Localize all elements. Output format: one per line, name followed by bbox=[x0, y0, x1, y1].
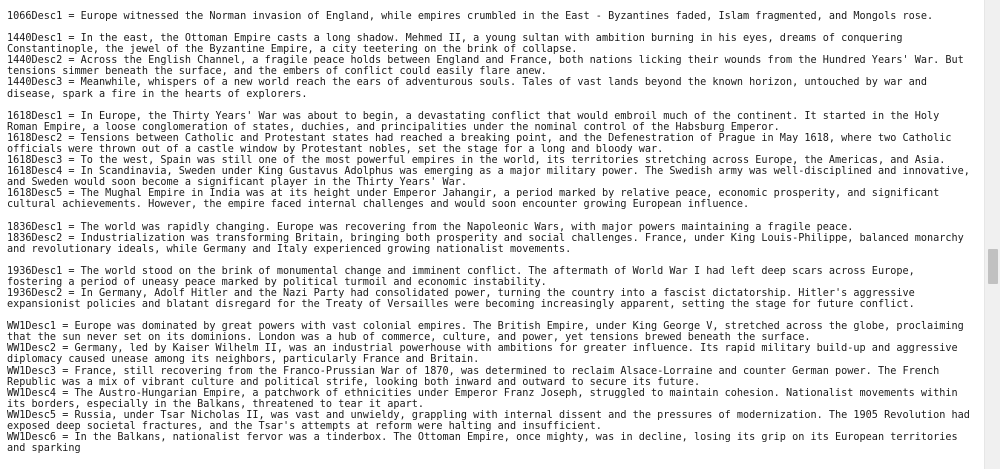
text-line: 1936Desc1 = The world stood on the brink of monumental change and imminent conflict. The aftermath of World War I had left deep scars across Europe, fostering a period of uneasy peace marked by political turmoil and economic instability. bbox=[7, 265, 921, 288]
text-line: 1836Desc1 = The world was rapidly changing. Europe was recovering from the Napoleonic Wars, with major powers maintaining a fragile peace. bbox=[7, 221, 854, 233]
text-line: WW1Desc2 = Germany, led by Kaiser Wilhelm II, was an industrial powerhouse with ambitions for greater influence. Its rapid military build-up and aggressive diplomacy caused unease among its neighbors, particularly France and Britain. bbox=[7, 343, 964, 366]
text-line: 1066Desc1 = Europe witnessed the Norman invasion of England, while empires crumbled in the East - Byzantines faded, Islam fragmented, and Mongols rose. bbox=[7, 11, 934, 22]
text-line: 1440Desc3 = Meanwhile, whispers of a new world reach the ears of adventurous souls. Tales of vast lands beyond the known horizon, untouched by war and disease, spark a fire in the hearts of explorers. bbox=[7, 77, 934, 100]
text-paragraph bbox=[7, 266, 976, 310]
text-line: 1618Desc1 = In Europe, the Thirty Years' War was about to begin, a devastating conflict that would embroil much of the continent. It started in the Holy Roman Empire, a loose conglomeration of states, duchies, and principalities under the nominal control of the Habsburg Emperor. bbox=[7, 110, 946, 133]
text-line: 1440Desc2 = Across the English Channel, a fragile peace holds between England and France, both nations licking their wounds from the Hundred Years' War. But tensions simmer beneath the surface, and the embers of conflict could easily flare anew. bbox=[7, 55, 970, 78]
scrollbar-thumb[interactable] bbox=[988, 249, 998, 284]
text-line: 1618Desc2 = Tensions between Catholic and Protestant states had reached a breaking point, and the Defenestration of Prague in May 1618, where two Catholic officials were thrown out of a castle window by Protestant nobles, set the stage for a long and bloody war. bbox=[7, 132, 958, 155]
text-paragraph bbox=[7, 33, 976, 100]
text-line: WW1Desc6 = In the Balkans, nationalist fervor was a tinderbox. The Ottoman Empire, once mighty, was in decline, losing its grip on its European territories and sparking bbox=[7, 432, 964, 455]
text-paragraph bbox=[7, 321, 976, 454]
vertical-scrollbar[interactable] bbox=[984, 0, 1000, 469]
text-paragraph bbox=[7, 11, 976, 22]
text-line: WW1Desc1 = Europe was dominated by great powers with vast colonial empires. The British Empire, under King George V, stretched across the globe, proclaiming that the sun never set on its dominions. London was a hub of commerce, culture, and power, yet tensions brewed beneath the surface. bbox=[7, 321, 970, 344]
text-line: 1618Desc5 = The Mughal Empire in India was at its height under Emperor Jahangir, a period marked by relative peace, economic prosperity, and significant cultural achievements. However, the empire faced internal challenges and would soon encounter growing European influence. bbox=[7, 188, 946, 211]
text-paragraph bbox=[7, 222, 976, 255]
text-line: WW1Desc4 = The Austro-Hungarian Empire, a patchwork of ethnicities under Emperor Franz Joseph, struggled to maintain cohesion. Nationalist movements within its borders, especially in the Balkans, threatened to tear it apart. bbox=[7, 387, 964, 410]
text-line: 1936Desc2 = In Germany, Adolf Hitler and the Nazi Party had consolidated power, turning the country into a fascist dictatorship. Hitler's aggressive expansionist policies and blatant disregard for the Treaty of Versailles were becoming increasingly apparent, setting the stage for future conflict. bbox=[7, 287, 921, 311]
text-line: WW1Desc3 = France, still recovering from the Franco-Prussian War of 1870, was determined to reclaim Alsace-Lorraine and counter German power. The French Republic was a mix of vibrant culture and political strife, looking both inward and outward to secure its future. bbox=[7, 365, 946, 388]
text-line: WW1Desc5 = Russia, under Tsar Nicholas II, was vast and unwieldy, grappling with internal dissent and the pressures of modernization. The 1905 Revolution had exposed deep societal fractures, and the Tsar's attempts at reform were halting and insufficient. bbox=[7, 409, 977, 432]
text-line: 1440Desc1 = In the east, the Ottoman Empire casts a long shadow. Mehmed II, a young sultan with ambition burning in his eyes, dreams of conquering Constantinople, the jewel of the Byzantine Empire, a city teetering on the brink of collapse. bbox=[7, 33, 909, 56]
text-line: 1836Desc2 = Industrialization was transforming Britain, bringing both prosperity and social challenges. France, under King Louis-Philippe, balanced monarchy and revolutionary ideals, while Germany and Italy experienced growing nationalist movements. bbox=[7, 232, 970, 255]
text-paragraph bbox=[7, 111, 976, 211]
text-line: 1618Desc3 = To the west, Spain was still one of the most powerful empires in the world, its territories stretching across Europe, the Americas, and Asia. bbox=[7, 155, 946, 167]
text-line: 1618Desc4 = In Scandinavia, Sweden under King Gustavus Adolphus was emerging as a major military power. The Swedish army was well-disciplined and innovative, and Sweden would soon become a significant player in the Thirty Years' War. bbox=[7, 166, 977, 189]
